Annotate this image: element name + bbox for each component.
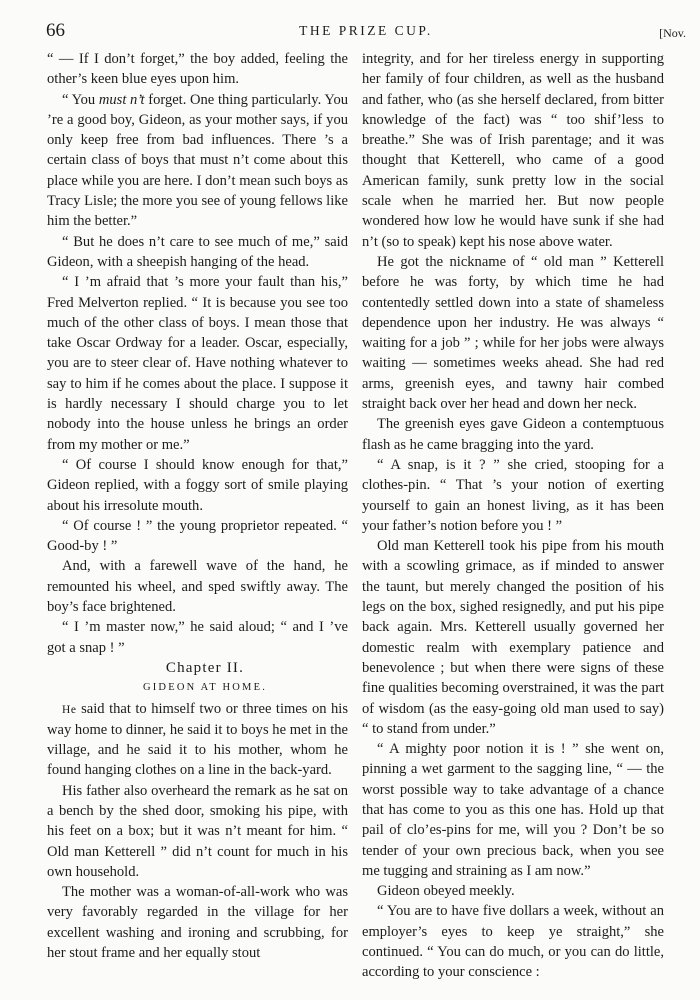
paragraph: “ Of course ! ” the young proprietor repeated. “ Good-by ! ” (47, 517, 348, 555)
paragraph: “ I ’m master now,” he said aloud; “ and I ’ve got a snap ! ” (47, 619, 348, 656)
running-title: THE PRIZE CUP. (299, 23, 433, 38)
paragraph: And, with a farewell wave of the hand, he remounted his wheel, and sped swiftly away. The boy’s face brightened. (47, 558, 348, 616)
paragraph: integrity, and for her tireless energy in supporting her family of four children, as well as the husband and father, who (as she herself declared, from bitter knowledge of the fact) was “ too shif’less to breathe.” She was of Irish parentage; and it was thought that Ketterell, who came of a good American family, sunk pretty low in the social scale when he married her. But now people wondered how low he would have sunk if she had n’t (so to speak) kept his nose above water. (362, 51, 664, 250)
paragraph: “ A mighty poor notion it is ! ” she went on, pinning a wet garment to the sagging line, “ — the worst possible way to take advantage of a chance that has come to you as this one has. Hold up that pail of clo’es-pins for me, will you ? Don’t be so tender of your own precious back, when you see me tugging and straining as I am now.” (362, 741, 664, 879)
paragraph: “ — If I don’t forget,” the boy added, feeling the other’s keen blue eyes upon him. (47, 51, 348, 88)
chapter-heading: Chapter II. (165, 659, 245, 676)
chapter-subtitle: GIDEON AT HOME. (142, 682, 268, 694)
emphasis: must n’t (98, 91, 145, 108)
paragraph: “ A snap, is it ? ” she cried, stooping for a clothes-pin. “ That ’s your notion of exerting yourself to gain an honest living, as it has been your father’s notion before you ! ” (362, 456, 664, 534)
small-caps-opening: He (62, 703, 77, 716)
left-column (47, 49, 348, 963)
paragraph: The greenish eyes gave Gideon a contemptuous flash as he came bragging into the yard. (362, 416, 664, 453)
paragraph: “ You must n’t forget. One thing particularly. You ’re a good boy, Gideon, as your mother says, if you only keep free from bad influences. There ’s a certain class of boys that must n’t come about this place while you are here. I don’t mean such boys as Tracy Lisle; the more you see of young fellows like him the better.” (47, 91, 348, 230)
paragraph: “ I ’m afraid that ’s more your fault than his,” Fred Melverton replied. “ It is because you see too much of the other class of boys. I mean those that take Oscar Ordway for a leader. Oscar, especially, you are to steer clear of. Have nothing whatever to say to him if he comes about the place. I suppose it is hardly necessary I should charge you to let nobody into the house unless he brings an order from my mother or me.” (47, 274, 348, 453)
paragraph: His father also overheard the remark as he sat on a bench by the shed door, smoking his pipe, with his feet on a box; but it was n’t meant for him. “ Old man Ketterell ” did n’t count for much in his own household. (47, 782, 348, 880)
page-number: 66 (46, 20, 65, 41)
paragraph: He got the nickname of “ old man ” Ketterell before he was forty, by which time he had contentedly settled down into a state of shameless dependence upon her industry. He was always “ waiting for a job ” ; while for her jobs were always waiting — sometimes weeks ahead. She had red arms, greenish eyes, and tawny hair combed straight back over her head and down her neck. (362, 253, 664, 413)
paragraph: “ But he does n’t care to see much of me,” said Gideon, with a sheepish hanging of the head. (47, 233, 348, 270)
paragraph: “ You are to have five dollars a week, without an employer’s eyes to keep ye straight,” she continued. “ You can do much, or you can do little, according to your conscience : (362, 903, 664, 981)
paragraph: He said that to himself two or three times on his way home to dinner, he said it to boys he met in the village, and he said it to his mother, whom he found hanging clothes on a line in the back-yard. (47, 700, 348, 779)
issue-label: [Nov. (659, 26, 686, 40)
running-header (46, 20, 686, 46)
paragraph: Gideon obeyed meekly. (377, 883, 515, 900)
paragraph: Old man Ketterell took his pipe from his mouth with a scowling grimace, as if minded to answer the taunt, but merely changed the position of his legs on the box, sighed resignedly, and put his pipe back again. Mrs. Ketterell usually governed her domestic realm with exemplary patience and benevolence ; but when there were signs of these fine qualities becoming overstrained, it was the part of wisdom (as the easy-going old man used to say) “ to stand from under.” (362, 538, 664, 737)
right-column (362, 49, 664, 983)
paragraph: The mother was a woman-of-all-work who was very favorably regarded in the village for her excellent washing and ironing and scrubbing, for her stout frame and her equally stout (47, 884, 348, 962)
paragraph: “ Of course I should know enough for that,” Gideon replied, with a foggy sort of smile playing about his irresolute mouth. (47, 456, 348, 514)
